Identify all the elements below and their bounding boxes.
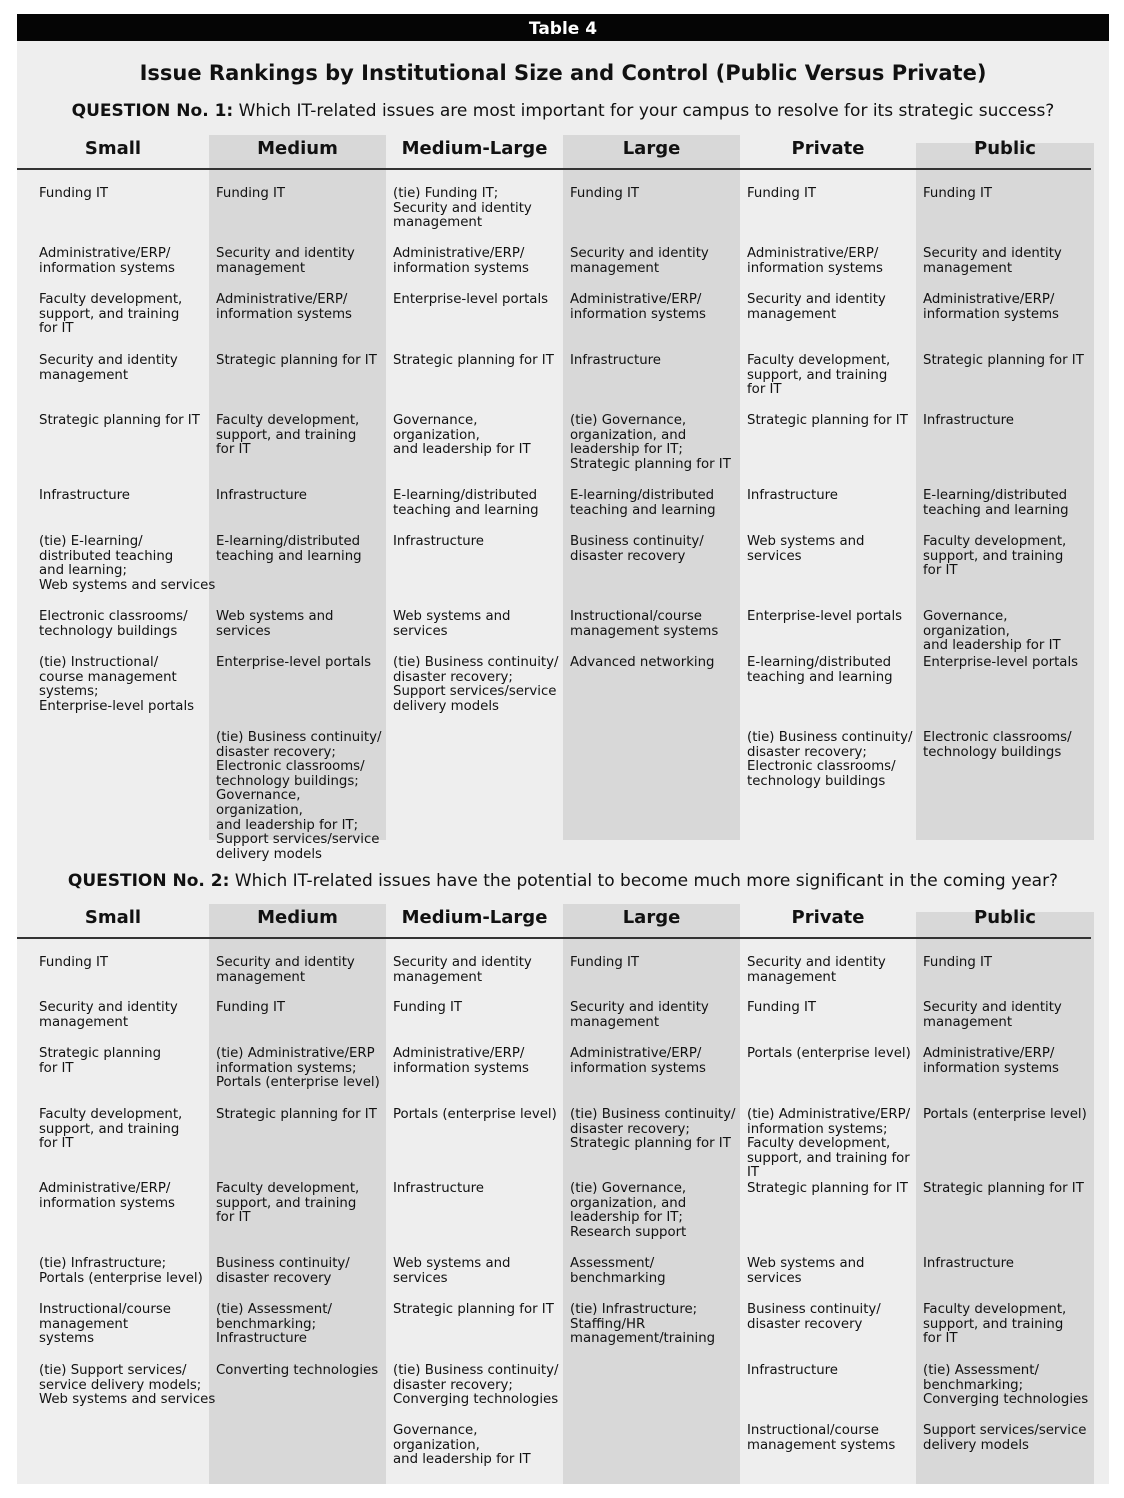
table-cell: Administrative/ERP/ information systems — [39, 1181, 175, 1211]
table-cell: Instructional/course management systems — [747, 1423, 896, 1453]
table-cell: (tie) E-learning/ distributed teaching and learning; Web systems and services — [39, 534, 216, 593]
question-label: QUESTION No. 1: — [71, 101, 234, 121]
table-title: Issue Rankings by Institutional Size and Control (Public Versus Private) — [139, 61, 987, 85]
table-cell: Electronic classrooms/ technology buildings — [923, 730, 1072, 760]
table-cell: (tie) Assessment/ benchmarking; Converging technologies — [923, 1363, 1089, 1408]
table-cell: Web systems and services — [393, 1256, 511, 1286]
table-cell: Governance, organization, and leadership for IT — [393, 1423, 531, 1468]
table-cell: (tie) Business continuity/ disaster recovery; Converging technologies — [393, 1363, 559, 1408]
table-cell: Security and identity management — [39, 1000, 178, 1030]
table-cell: Infrastructure — [39, 488, 130, 503]
table-cell: Strategic planning for IT — [216, 1107, 377, 1122]
table-cell: Security and identity management — [393, 955, 532, 985]
table-cell: (tie) Business continuity/ disaster recovery; Electronic classrooms/ technology buildings — [747, 730, 913, 789]
table-cell: Strategic planning for IT — [39, 1046, 162, 1076]
column-header: Small — [84, 138, 142, 159]
table-cell: Security and identity management — [570, 246, 709, 276]
table-cell: Portals (enterprise level) — [923, 1107, 1087, 1122]
column-header: Medium-Large — [401, 138, 548, 159]
question-text: Which IT-related issues are most important for your campus to resolve for its strategic success? — [233, 101, 1055, 121]
table-cell: Administrative/ERP/ information systems — [923, 292, 1059, 322]
table-cell: Faculty development, support, and training for IT — [39, 292, 183, 337]
table-cell: E-learning/distributed teaching and learning — [747, 655, 893, 685]
table-cell: E-learning/distributed teaching and learning — [923, 488, 1069, 518]
table-cell: Funding IT — [570, 186, 640, 201]
table-cell: E-learning/distributed teaching and learning — [216, 534, 362, 564]
table-cell: (tie) Business continuity/ disaster recovery; Strategic planning for IT — [570, 1107, 736, 1152]
table-cell: Funding IT — [216, 186, 286, 201]
table-cell: Enterprise-level portals — [923, 655, 1079, 670]
table-cell: Portals (enterprise level) — [393, 1107, 557, 1122]
table-cell: Business continuity/ disaster recovery — [216, 1256, 350, 1286]
table-cell: Electronic classrooms/ technology buildings — [39, 609, 188, 639]
table-cell: Funding IT — [39, 955, 109, 970]
table-cell: (tie) Infrastructure; Staffing/HR management/training — [570, 1302, 716, 1347]
column-header: Private — [791, 907, 865, 928]
table-cell: (tie) Administrative/ERP information systems; Portals (enterprise level) — [216, 1046, 380, 1091]
table-section-2 — [17, 904, 1109, 1484]
table-cell: Security and identity management — [923, 246, 1062, 276]
table-cell: Administrative/ERP/ information systems — [39, 246, 175, 276]
table-cell: (tie) Business continuity/ disaster recovery; Electronic classrooms/ technology buildings; Governance, organization, and leadership for IT; Support services/service delivery models — [216, 730, 382, 862]
table-cell: (tie) Administrative/ERP/ information systems; Faculty development, support, and training for IT — [747, 1107, 911, 1181]
column-header: Private — [791, 138, 865, 159]
table-cell: Infrastructure — [747, 1363, 838, 1378]
question-2 — [17, 870, 1109, 892]
table-cell: Security and identity management — [747, 955, 886, 985]
table-cell: (tie) Funding IT; Security and identity management — [393, 186, 532, 231]
table-cell: Strategic planning for IT — [923, 353, 1084, 368]
table-cell: Security and identity management — [923, 1000, 1062, 1030]
table-cell: Faculty development, support, and training for IT — [216, 413, 360, 458]
table-cell: Web systems and services — [747, 534, 865, 564]
table-cell: Administrative/ERP/ information systems — [216, 292, 352, 322]
table-cell: Infrastructure — [393, 1181, 484, 1196]
table-cell: Funding IT — [747, 186, 817, 201]
table-cell: Web systems and services — [393, 609, 511, 639]
table-cell: Security and identity management — [216, 955, 355, 985]
table-cell: Business continuity/ disaster recovery — [570, 534, 704, 564]
table-cell: Infrastructure — [923, 413, 1014, 428]
table-cell: E-learning/distributed teaching and learning — [570, 488, 716, 518]
table-cell: Funding IT — [923, 186, 993, 201]
table-cell: Enterprise-level portals — [393, 292, 549, 307]
table-section-1 — [17, 135, 1109, 862]
question-text: Which IT-related issues have the potential to become much more significant in the coming year? — [229, 871, 1059, 891]
table-cell: E-learning/distributed teaching and learning — [393, 488, 539, 518]
table-cell: Security and identity management — [39, 353, 178, 383]
table-cell: Funding IT — [216, 1000, 286, 1015]
table-cell: Infrastructure — [923, 1256, 1014, 1271]
table-cell: (tie) Assessment/ benchmarking; Infrastructure — [216, 1302, 332, 1347]
table-cell: Security and identity management — [216, 246, 355, 276]
table-panel — [17, 14, 1109, 1484]
question-1 — [17, 100, 1109, 122]
table-cell: Faculty development, support, and training for IT — [747, 353, 891, 398]
table-cell: Advanced networking — [570, 655, 715, 670]
table-cell: Converting technologies — [216, 1363, 379, 1378]
table-cell: Infrastructure — [216, 488, 307, 503]
table-cell: Governance, organization, and leadership for IT — [923, 609, 1061, 654]
column-header: Public — [974, 907, 1036, 928]
table-cell: Administrative/ERP/ information systems — [923, 1046, 1059, 1076]
table-cell: Infrastructure — [570, 353, 661, 368]
table-cell: Assessment/ benchmarking — [570, 1256, 666, 1286]
table-cell: Web systems and services — [216, 609, 334, 639]
table-cell: Funding IT — [570, 955, 640, 970]
table-cell: Instructional/course management systems — [39, 1302, 171, 1347]
header-rule — [17, 168, 1091, 170]
table-cell: Enterprise-level portals — [747, 609, 903, 624]
table-cell: Administrative/ERP/ information systems — [570, 292, 706, 322]
table-cell: (tie) Governance, organization, and leadership for IT; Strategic planning for IT — [570, 413, 731, 472]
table-cell: Funding IT — [39, 186, 109, 201]
table-cell: Faculty development, support, and training for IT — [39, 1107, 183, 1152]
column-header: Medium — [257, 138, 338, 159]
table-cell: (tie) Support services/ service delivery models; Web systems and services — [39, 1363, 216, 1408]
table-cell: Administrative/ERP/ information systems — [393, 1046, 529, 1076]
column-header: Large — [622, 907, 681, 928]
column-header: Public — [974, 138, 1036, 159]
table-cell: Governance, organization, and leadership for IT — [393, 413, 531, 458]
table-cell: (tie) Instructional/ course management systems; Enterprise-level portals — [39, 655, 195, 714]
table-cell: Faculty development, support, and training for IT — [216, 1181, 360, 1226]
table-cell: Strategic planning for IT — [39, 413, 200, 428]
table-cell: Strategic planning for IT — [393, 1302, 554, 1317]
table-cell: Security and identity management — [570, 1000, 709, 1030]
table-cell: Administrative/ERP/ information systems — [393, 246, 529, 276]
table-cell: Enterprise-level portals — [216, 655, 372, 670]
question-label: QUESTION No. 2: — [67, 871, 230, 891]
table-cell: Administrative/ERP/ information systems — [747, 246, 883, 276]
table-cell: Strategic planning for IT — [923, 1181, 1084, 1196]
table-cell: Strategic planning for IT — [393, 353, 554, 368]
header-rule — [17, 937, 1091, 939]
table-cell: Security and identity management — [747, 292, 886, 322]
table-cell: Funding IT — [393, 1000, 463, 1015]
table-cell: Faculty development, support, and training for IT — [923, 534, 1067, 579]
table-cell: Funding IT — [923, 955, 993, 970]
table-cell: (tie) Business continuity/ disaster recovery; Support services/service delivery models — [393, 655, 559, 714]
table-cell: Funding IT — [747, 1000, 817, 1015]
column-header: Medium-Large — [401, 907, 548, 928]
column-header: Large — [622, 138, 681, 159]
table-cell: Infrastructure — [393, 534, 484, 549]
table-cell: Web systems and services — [747, 1256, 865, 1286]
table-cell: (tie) Governance, organization, and leadership for IT; Research support — [570, 1181, 687, 1240]
column-header: Medium — [257, 907, 338, 928]
table-cell: Strategic planning for IT — [747, 413, 908, 428]
table-cell: (tie) Infrastructure; Portals (enterprise level) — [39, 1256, 203, 1286]
table-cell: Infrastructure — [747, 488, 838, 503]
table-cell: Faculty development, support, and training for IT — [923, 1302, 1067, 1347]
table-cell: Strategic planning for IT — [216, 353, 377, 368]
column-header: Small — [84, 907, 142, 928]
table-cell: Business continuity/ disaster recovery — [747, 1302, 881, 1332]
table-cell: Strategic planning for IT — [747, 1181, 908, 1196]
table-cell: Portals (enterprise level) — [747, 1046, 911, 1061]
table-cell: Instructional/course management systems — [570, 609, 719, 639]
table-cell: Administrative/ERP/ information systems — [570, 1046, 706, 1076]
table-label: Table 4 — [17, 14, 1109, 41]
table-cell: Support services/service delivery models — [923, 1423, 1087, 1453]
